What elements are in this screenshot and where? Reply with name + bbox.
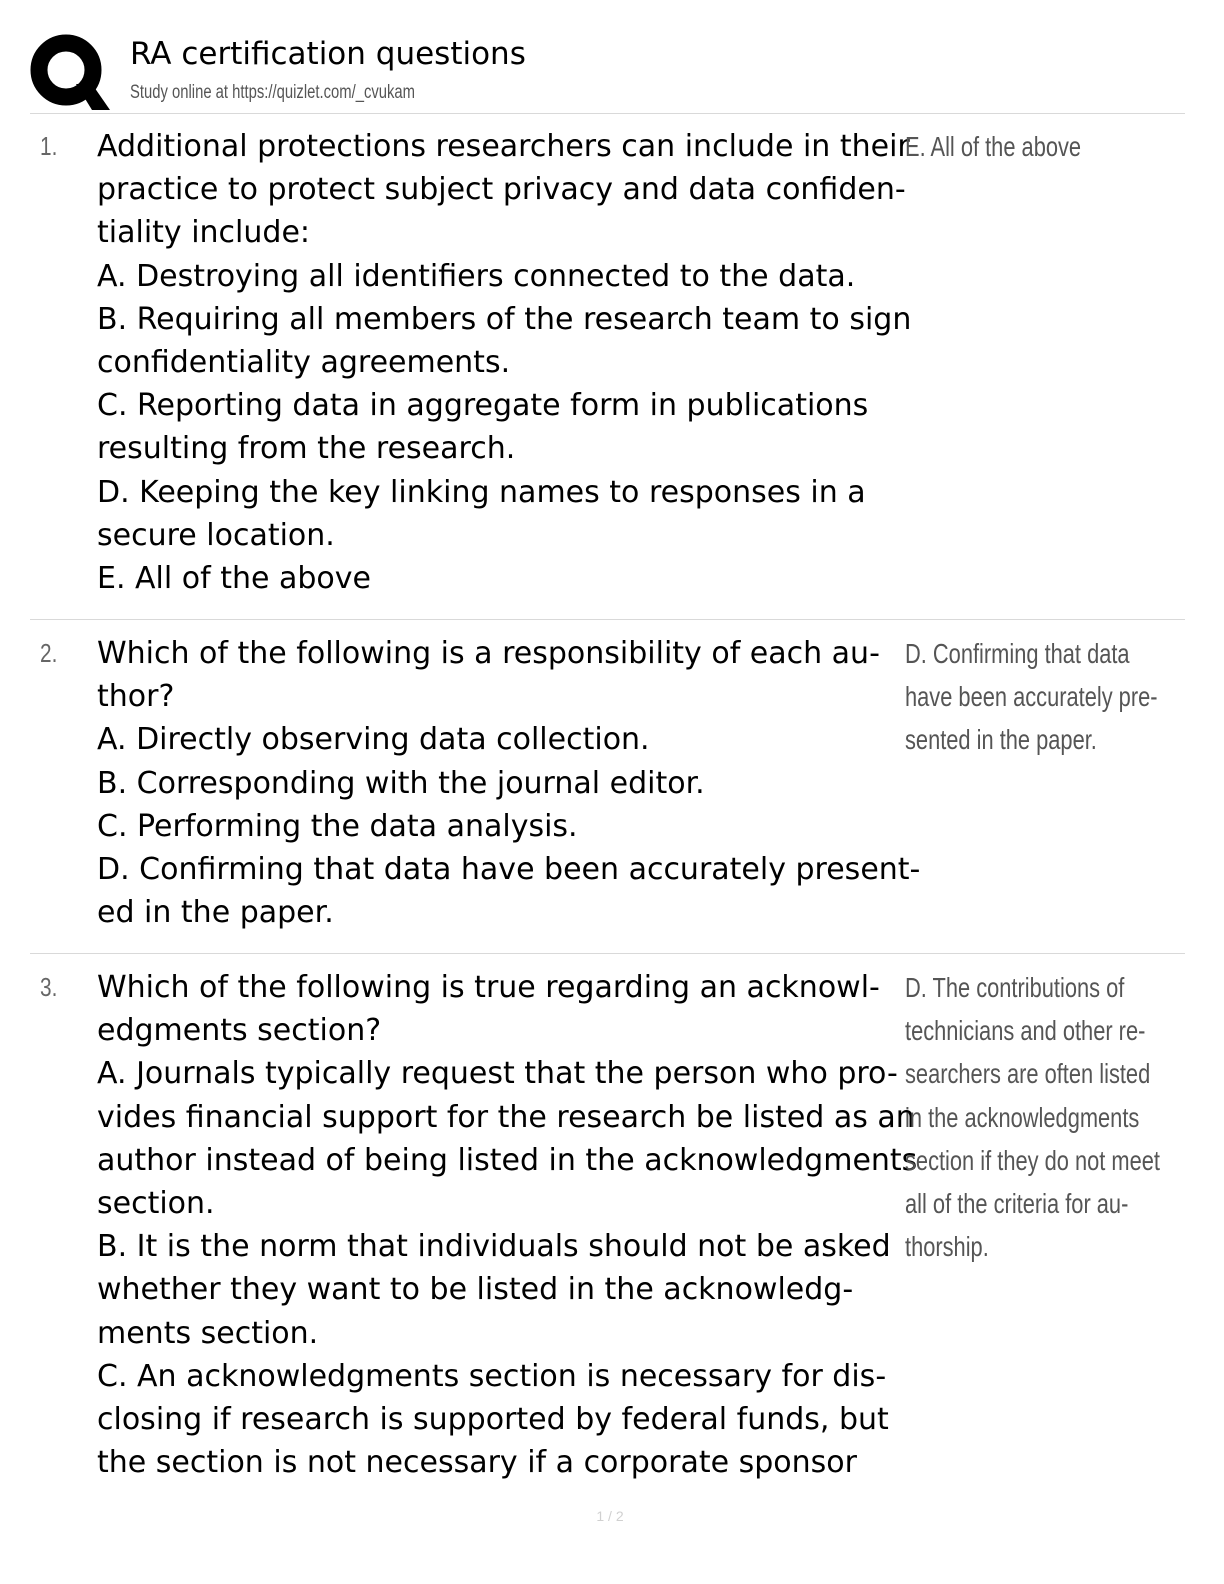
question-line: A. Destroying all identifiers connected to the data. bbox=[97, 258, 856, 294]
question-text bbox=[97, 632, 937, 934]
card-divider bbox=[30, 619, 1185, 620]
question-line: C. Reporting data in aggregate form in publications bbox=[97, 388, 869, 424]
answer-line: all of the criteria for au- bbox=[905, 1188, 1129, 1220]
answer-line: E. All of the above bbox=[905, 131, 1082, 162]
answer-line: sented in the paper. bbox=[905, 724, 1097, 756]
question-line: resulting from the research. bbox=[97, 431, 516, 467]
question-line: closing if research is supported by federal funds, but bbox=[97, 1402, 889, 1438]
answer-line: in the acknowledgments bbox=[905, 1101, 1140, 1133]
answer-line: D. The contributions of bbox=[905, 972, 1125, 1003]
question-line: D. Keeping the key linking names to responses in a bbox=[97, 474, 866, 510]
study-online-link[interactable]: Study online at https://quizlet.com/_cvukam bbox=[130, 82, 416, 103]
answer-line: searchers are often listed bbox=[905, 1058, 1151, 1090]
question-line: Which of the following is a responsibility of each au- bbox=[97, 636, 880, 671]
answer-text bbox=[905, 966, 1162, 1268]
document-header bbox=[30, 28, 1185, 114]
quizlet-logo-icon bbox=[30, 32, 110, 112]
question-line: B. Corresponding with the journal editor. bbox=[97, 765, 705, 801]
question-line: B. It is the norm that individuals should not be asked bbox=[97, 1229, 891, 1265]
question-line: author instead of being listed in the acknowledgments bbox=[97, 1142, 918, 1178]
question-number: 1. bbox=[40, 131, 58, 161]
card-divider bbox=[30, 953, 1185, 954]
question-line: ed in the paper. bbox=[97, 895, 334, 931]
question-line: D. Confirming that data have been accurately present- bbox=[97, 852, 921, 888]
answer-line: technicians and other re- bbox=[905, 1015, 1146, 1047]
question-line: tiality include: bbox=[97, 215, 311, 251]
question-number: 2. bbox=[40, 638, 58, 668]
question-line: A. Journals typically request that the person who pro- bbox=[97, 1056, 898, 1092]
answer-line: section if they do not meet bbox=[905, 1144, 1160, 1176]
question-line: E. All of the above bbox=[97, 561, 371, 597]
answer-text bbox=[905, 632, 1162, 762]
question-line: C. Performing the data analysis. bbox=[97, 808, 578, 844]
question-line: B. Requiring all members of the research team to sign bbox=[97, 301, 912, 337]
question-line: confidentiality agreements. bbox=[97, 345, 511, 381]
answer-line: have been accurately pre- bbox=[905, 681, 1158, 713]
answer-line: thorship. bbox=[905, 1231, 989, 1263]
question-line: whether they want to be listed in the acknowledg- bbox=[97, 1272, 854, 1308]
document-title: RA certification questions bbox=[130, 36, 526, 72]
question-line: practice to protect subject privacy and data confiden- bbox=[97, 172, 906, 208]
question-line: ments section. bbox=[97, 1315, 319, 1351]
question-line: the section is not necessary if a corporate sponsor bbox=[97, 1445, 857, 1481]
question-line: thor? bbox=[97, 679, 175, 715]
answer-line: D. Confirming that data bbox=[905, 638, 1130, 669]
question-line: edgments section? bbox=[97, 1013, 382, 1049]
question-text bbox=[97, 125, 937, 600]
question-number: 3. bbox=[40, 972, 58, 1002]
answer-text bbox=[905, 125, 1162, 168]
question-line: Which of the following is true regarding an acknowl- bbox=[97, 970, 880, 1005]
question-line: A. Directly observing data collection. bbox=[97, 722, 650, 758]
page-number: 1 / 2 bbox=[596, 1508, 624, 1524]
question-line: vides financial support for the research be listed as an bbox=[97, 1099, 915, 1135]
header-divider bbox=[30, 113, 1185, 114]
question-line: Additional protections researchers can include in their bbox=[97, 129, 910, 164]
question-line: C. An acknowledgments section is necessary for dis- bbox=[97, 1358, 887, 1394]
question-line: section. bbox=[97, 1186, 215, 1222]
question-line: secure location. bbox=[97, 517, 335, 553]
question-text bbox=[97, 966, 937, 1484]
